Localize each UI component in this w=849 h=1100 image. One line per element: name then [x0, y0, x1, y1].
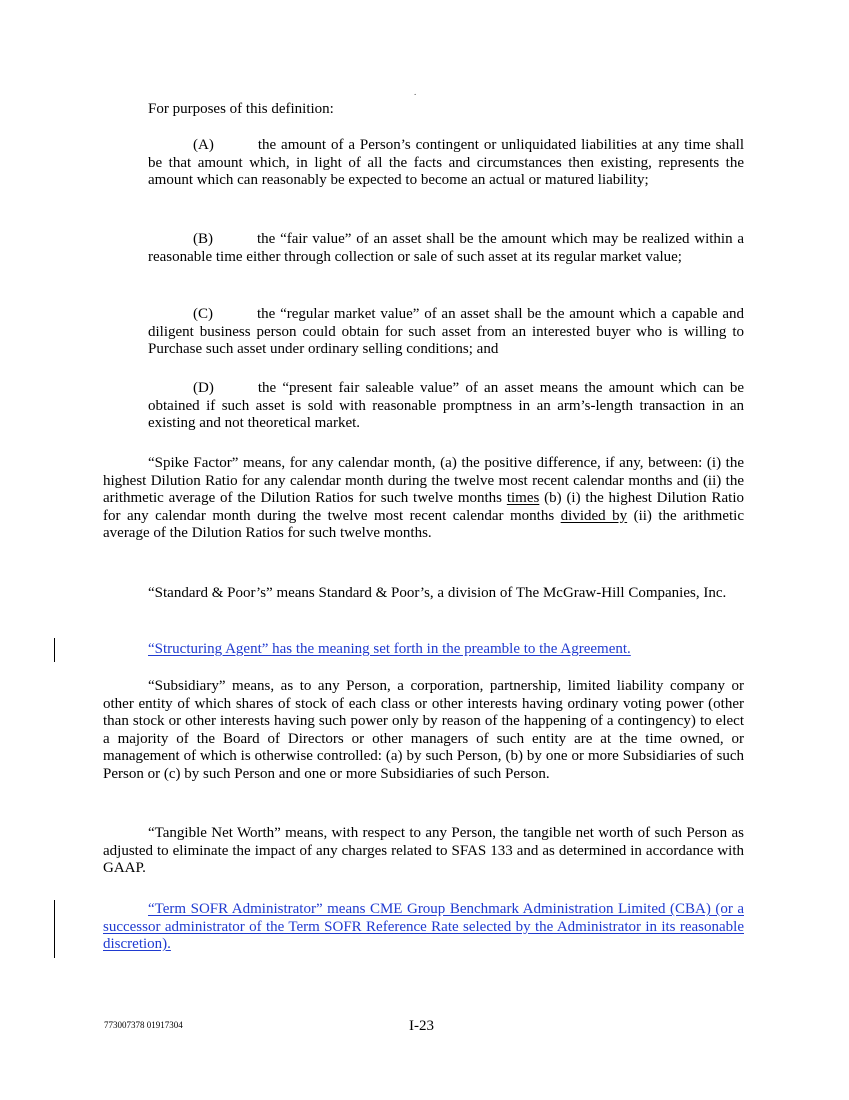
spike-factor-text-2: (b) (i) the highest Dilution Ratio for any calendar month during the twelve most recent calendar months — [103, 490, 744, 524]
term-sofr-administrator-definition — [103, 901, 744, 954]
clause-label: (B) — [193, 231, 213, 247]
standard-poors-definition: “Standard & Poor’s” means Standard & Poor’s, a division of The McGraw-Hill Companies, Inc. — [148, 585, 727, 601]
inserted-text: “Term SOFR Administrator” means CME Group Benchmark Administration Limited (CBA) (or a successor administrator of the Term SOFR Reference Rate selected by the Administrator in its reasonable discretion). — [103, 901, 744, 952]
spike-factor-divided-by: divided by — [560, 507, 628, 524]
top-mark: . — [414, 87, 417, 97]
structuring-agent-definition — [103, 641, 744, 659]
clause-b — [148, 231, 744, 266]
change-bar — [54, 638, 55, 662]
subsidiary-definition: “Subsidiary” means, as to any Person, a corporation, partnership, limited liability company or other entity of which shares of stock of each class or other interests having ordinary voting power (other than stock or other interests having such power only by reason of the happening of a contingency) to elect a majority of the Board of Directors or other managers of such entity are at the time owned, or management of which is otherwise controlled: (a) by such Person, (b) by one or more Subsidiaries of such Person or (c) by such Person and one or more Subsidiaries of such Person. — [103, 678, 744, 782]
tangible-net-worth-definition: “Tangible Net Worth” means, with respect to any Person, the tangible net worth of such Person as adjusted to eliminate the impact of any charges related to SFAS 133 and as determined in accordance with GAAP. — [103, 825, 744, 876]
inserted-text: “Structuring Agent” has the meaning set forth in the preamble to the Agreement. — [148, 641, 631, 657]
spike-factor-text-3: (ii) the arithmetic average of the Dilution Ratios for such twelve months. — [103, 507, 744, 541]
clause-d — [148, 380, 744, 433]
clause-text: the “regular market value” of an asset shall be the amount which a capable and diligent business person could obtain for such asset from an interested buyer who is willing to Purchase such asset under ordinary selling conditions; and — [148, 306, 744, 357]
clause-text: the “present fair saleable value” of an asset means the amount which can be obtained if such asset is sold with reasonable promptness in an arm’s-length transaction in an existing and not theoretical market. — [148, 380, 744, 431]
clause-label: (A) — [193, 137, 214, 153]
change-bar — [54, 900, 55, 958]
clause-text: the “fair value” of an asset shall be the amount which may be realized within a reasonable time either through collection or sale of such asset at its regular market value; — [148, 231, 744, 265]
clause-c — [148, 306, 744, 359]
clause-text: the amount of a Person’s contingent or unliquidated liabilities at any time shall be that amount which, in light of all the facts and circumstances then existing, represents the amount which can reasonably be expected to become an actual or matured liability; — [148, 137, 744, 188]
clause-label: (D) — [193, 380, 214, 396]
intro-paragraph: For purposes of this definition: — [148, 101, 334, 117]
spike-factor-definition — [103, 455, 744, 543]
page-number: I-23 — [409, 1018, 434, 1034]
clause-a — [148, 137, 744, 190]
spike-factor-text-1: “Spike Factor” means, for any calendar month, (a) the positive difference, if any, between: (i) the highest Dilution Ratio for any calendar month during the twelve most recent calendar months and (ii) the arithmetic average of the Dilution Ratios for such twelve months — [103, 455, 744, 506]
clause-label: (C) — [193, 306, 213, 322]
spike-factor-times: times — [506, 490, 540, 506]
footer-document-id: 773007378 01917304 — [104, 1020, 183, 1030]
